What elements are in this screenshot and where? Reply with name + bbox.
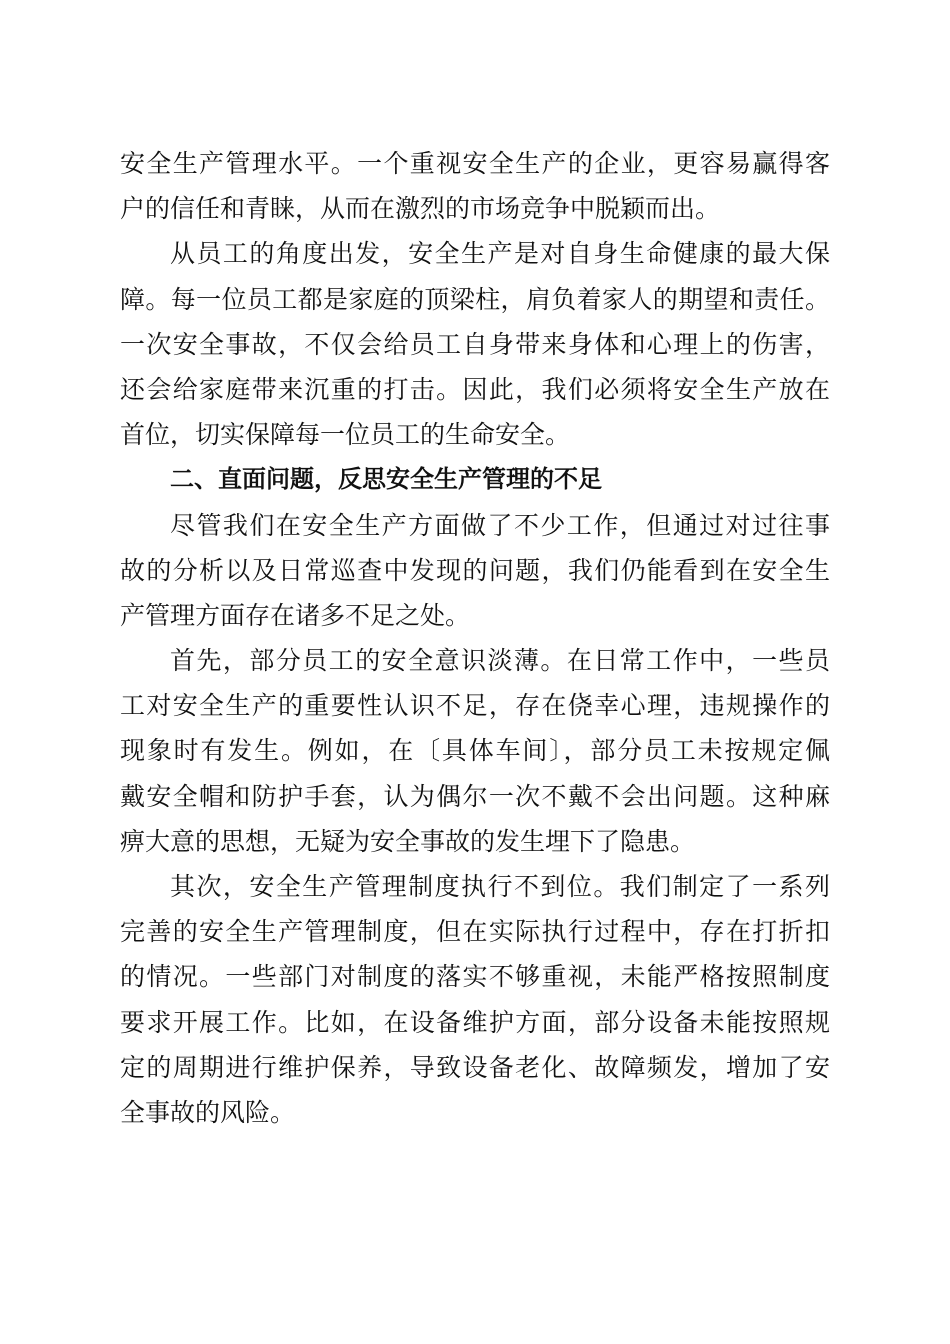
text-line: 现象时有发生。例如，在〔具体车间〕，部分员工未按规定佩 — [120, 736, 830, 766]
text-line: 从员工的角度出发，安全生产是对自身生命健康的最大保 — [170, 239, 830, 269]
text-line: 定的周期进行维护保养，导致设备老化、故障频发，增加了安 — [120, 1052, 830, 1082]
paragraph — [120, 864, 830, 1135]
paragraph — [120, 141, 830, 231]
text-line: 一次安全事故，不仅会给员工自身带来身体和心理上的伤害， — [120, 329, 830, 359]
text-line: 工对安全生产的重要性认识不足，存在侥幸心理，违规操作的 — [120, 691, 830, 721]
text-line: 故的分析以及日常巡查中发现的问题，我们仍能看到在安全生 — [120, 555, 830, 585]
text-line: 全事故的风险。 — [120, 1097, 296, 1127]
text-line: 的情况。一些部门对制度的落实不够重视，未能严格按照制度 — [120, 962, 830, 992]
text-line: 尽管我们在安全生产方面做了不少工作，但通过对过往事 — [170, 510, 830, 540]
text-line: 户的信任和青睐，从而在激烈的市场竞争中脱颖而出。 — [120, 194, 721, 224]
section-heading — [120, 457, 830, 502]
text-line: 戴安全帽和防护手套，认为偶尔一次不戴不会出问题。这种麻 — [120, 781, 830, 811]
text-line: 首位，切实保障每一位员工的生命安全。 — [120, 420, 571, 450]
text-line: 安全生产管理水平。一个重视安全生产的企业，更容易赢得客 — [120, 149, 830, 178]
text-line: 其次，安全生产管理制度执行不到位。我们制定了一系列 — [170, 872, 830, 901]
document-body — [120, 141, 830, 1135]
text-line: 首先，部分员工的安全意识淡薄。在日常工作中，一些员 — [170, 646, 830, 676]
text-line: 产管理方面存在诸多不足之处。 — [120, 600, 471, 630]
text-line: 完善的安全生产管理制度，但在实际执行过程中，存在打折扣 — [120, 917, 830, 947]
paragraph — [120, 503, 830, 639]
text-line: 要求开展工作。比如，在设备维护方面，部分设备未能按照规 — [120, 1007, 830, 1037]
paragraph — [120, 231, 830, 457]
heading-text: 二、直面问题，反思安全生产管理的不足 — [170, 465, 602, 494]
text-line: 痹大意的思想，无疑为安全事故的发生埋下了隐患。 — [120, 826, 696, 856]
paragraph — [120, 638, 830, 864]
text-line: 还会给家庭带来沉重的打击。因此，我们必须将安全生产放在 — [120, 374, 830, 404]
text-line: 障。每一位员工都是家庭的顶梁柱，肩负着家人的期望和责任。 — [120, 284, 830, 314]
